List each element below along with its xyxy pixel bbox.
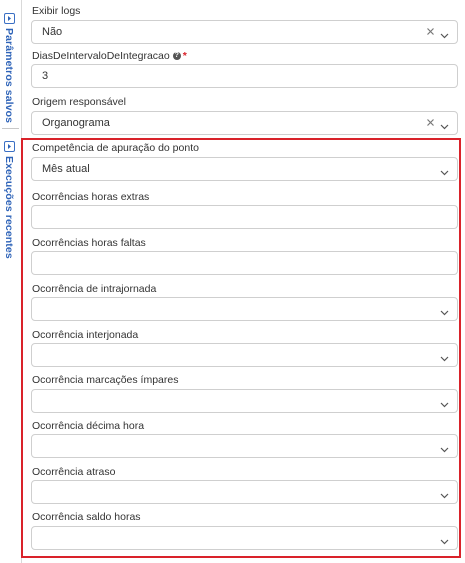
competencia-value: Mês atual <box>42 163 90 175</box>
help-icon[interactable]: ? <box>174 52 179 60</box>
intrajornada-label: Ocorrência de intrajornada <box>32 283 157 295</box>
clear-icon[interactable] <box>426 118 435 130</box>
tab-parametros-salvos-label: Parâmetros salvos <box>3 28 15 124</box>
exibir-logs-label: Exibir logs <box>32 5 81 17</box>
chevron-down-icon[interactable] <box>440 307 449 319</box>
horas-faltas-input[interactable] <box>31 251 458 275</box>
chevron-down-icon[interactable] <box>440 490 449 502</box>
exibir-logs-select[interactable] <box>31 20 458 44</box>
chevron-down-icon[interactable] <box>440 444 449 456</box>
chevron-down-icon[interactable] <box>440 353 449 365</box>
origem-label: Origem responsável <box>32 96 126 108</box>
dias-intervalo-value: 3 <box>42 70 49 82</box>
horas-extras-input[interactable] <box>31 205 458 229</box>
marcacoes-impares-label: Ocorrência marcações ímpares <box>32 374 179 386</box>
decima-hora-label: Ocorrência décima hora <box>32 420 145 432</box>
clear-icon[interactable] <box>426 27 435 39</box>
competencia-select[interactable] <box>31 157 458 181</box>
horas-faltas-label: Ocorrências horas faltas <box>32 237 146 249</box>
saldo-horas-select[interactable] <box>31 526 458 550</box>
chevron-down-icon[interactable] <box>440 30 449 42</box>
origem-value: Organograma <box>42 117 110 129</box>
side-tab-bar <box>0 0 22 563</box>
saldo-horas-label: Ocorrência saldo horas <box>32 511 141 523</box>
expand-icon <box>4 141 15 152</box>
interjonada-select[interactable] <box>31 343 458 367</box>
dias-intervalo-input[interactable] <box>31 64 458 88</box>
chevron-down-icon[interactable] <box>440 167 449 179</box>
required-marker: * <box>182 50 187 62</box>
tab-parametros-salvos[interactable] <box>3 13 15 123</box>
marcacoes-impares-select[interactable] <box>31 389 458 413</box>
expand-icon <box>4 13 15 24</box>
side-tab-divider <box>2 128 19 129</box>
competencia-label: Competência de apuração do ponto <box>32 142 199 154</box>
interjonada-label: Ocorrência interjonada <box>32 329 139 341</box>
horas-extras-label: Ocorrências horas extras <box>32 191 150 203</box>
exibir-logs-value: Não <box>42 26 63 38</box>
chevron-down-icon[interactable] <box>440 399 449 411</box>
tab-execucoes-recentes[interactable] <box>3 141 15 259</box>
decima-hora-select[interactable] <box>31 434 458 458</box>
origem-select[interactable] <box>31 111 458 135</box>
dias-intervalo-label-text: DiasDeIntervaloDeIntegracao <box>32 50 170 62</box>
atraso-label: Ocorrência atraso <box>32 466 116 478</box>
atraso-select[interactable] <box>31 480 458 504</box>
tab-execucoes-recentes-label: Execuções recentes <box>3 156 15 259</box>
intrajornada-select[interactable] <box>31 297 458 321</box>
chevron-down-icon[interactable] <box>440 121 449 133</box>
chevron-down-icon[interactable] <box>440 536 449 548</box>
dias-intervalo-label <box>32 50 187 62</box>
